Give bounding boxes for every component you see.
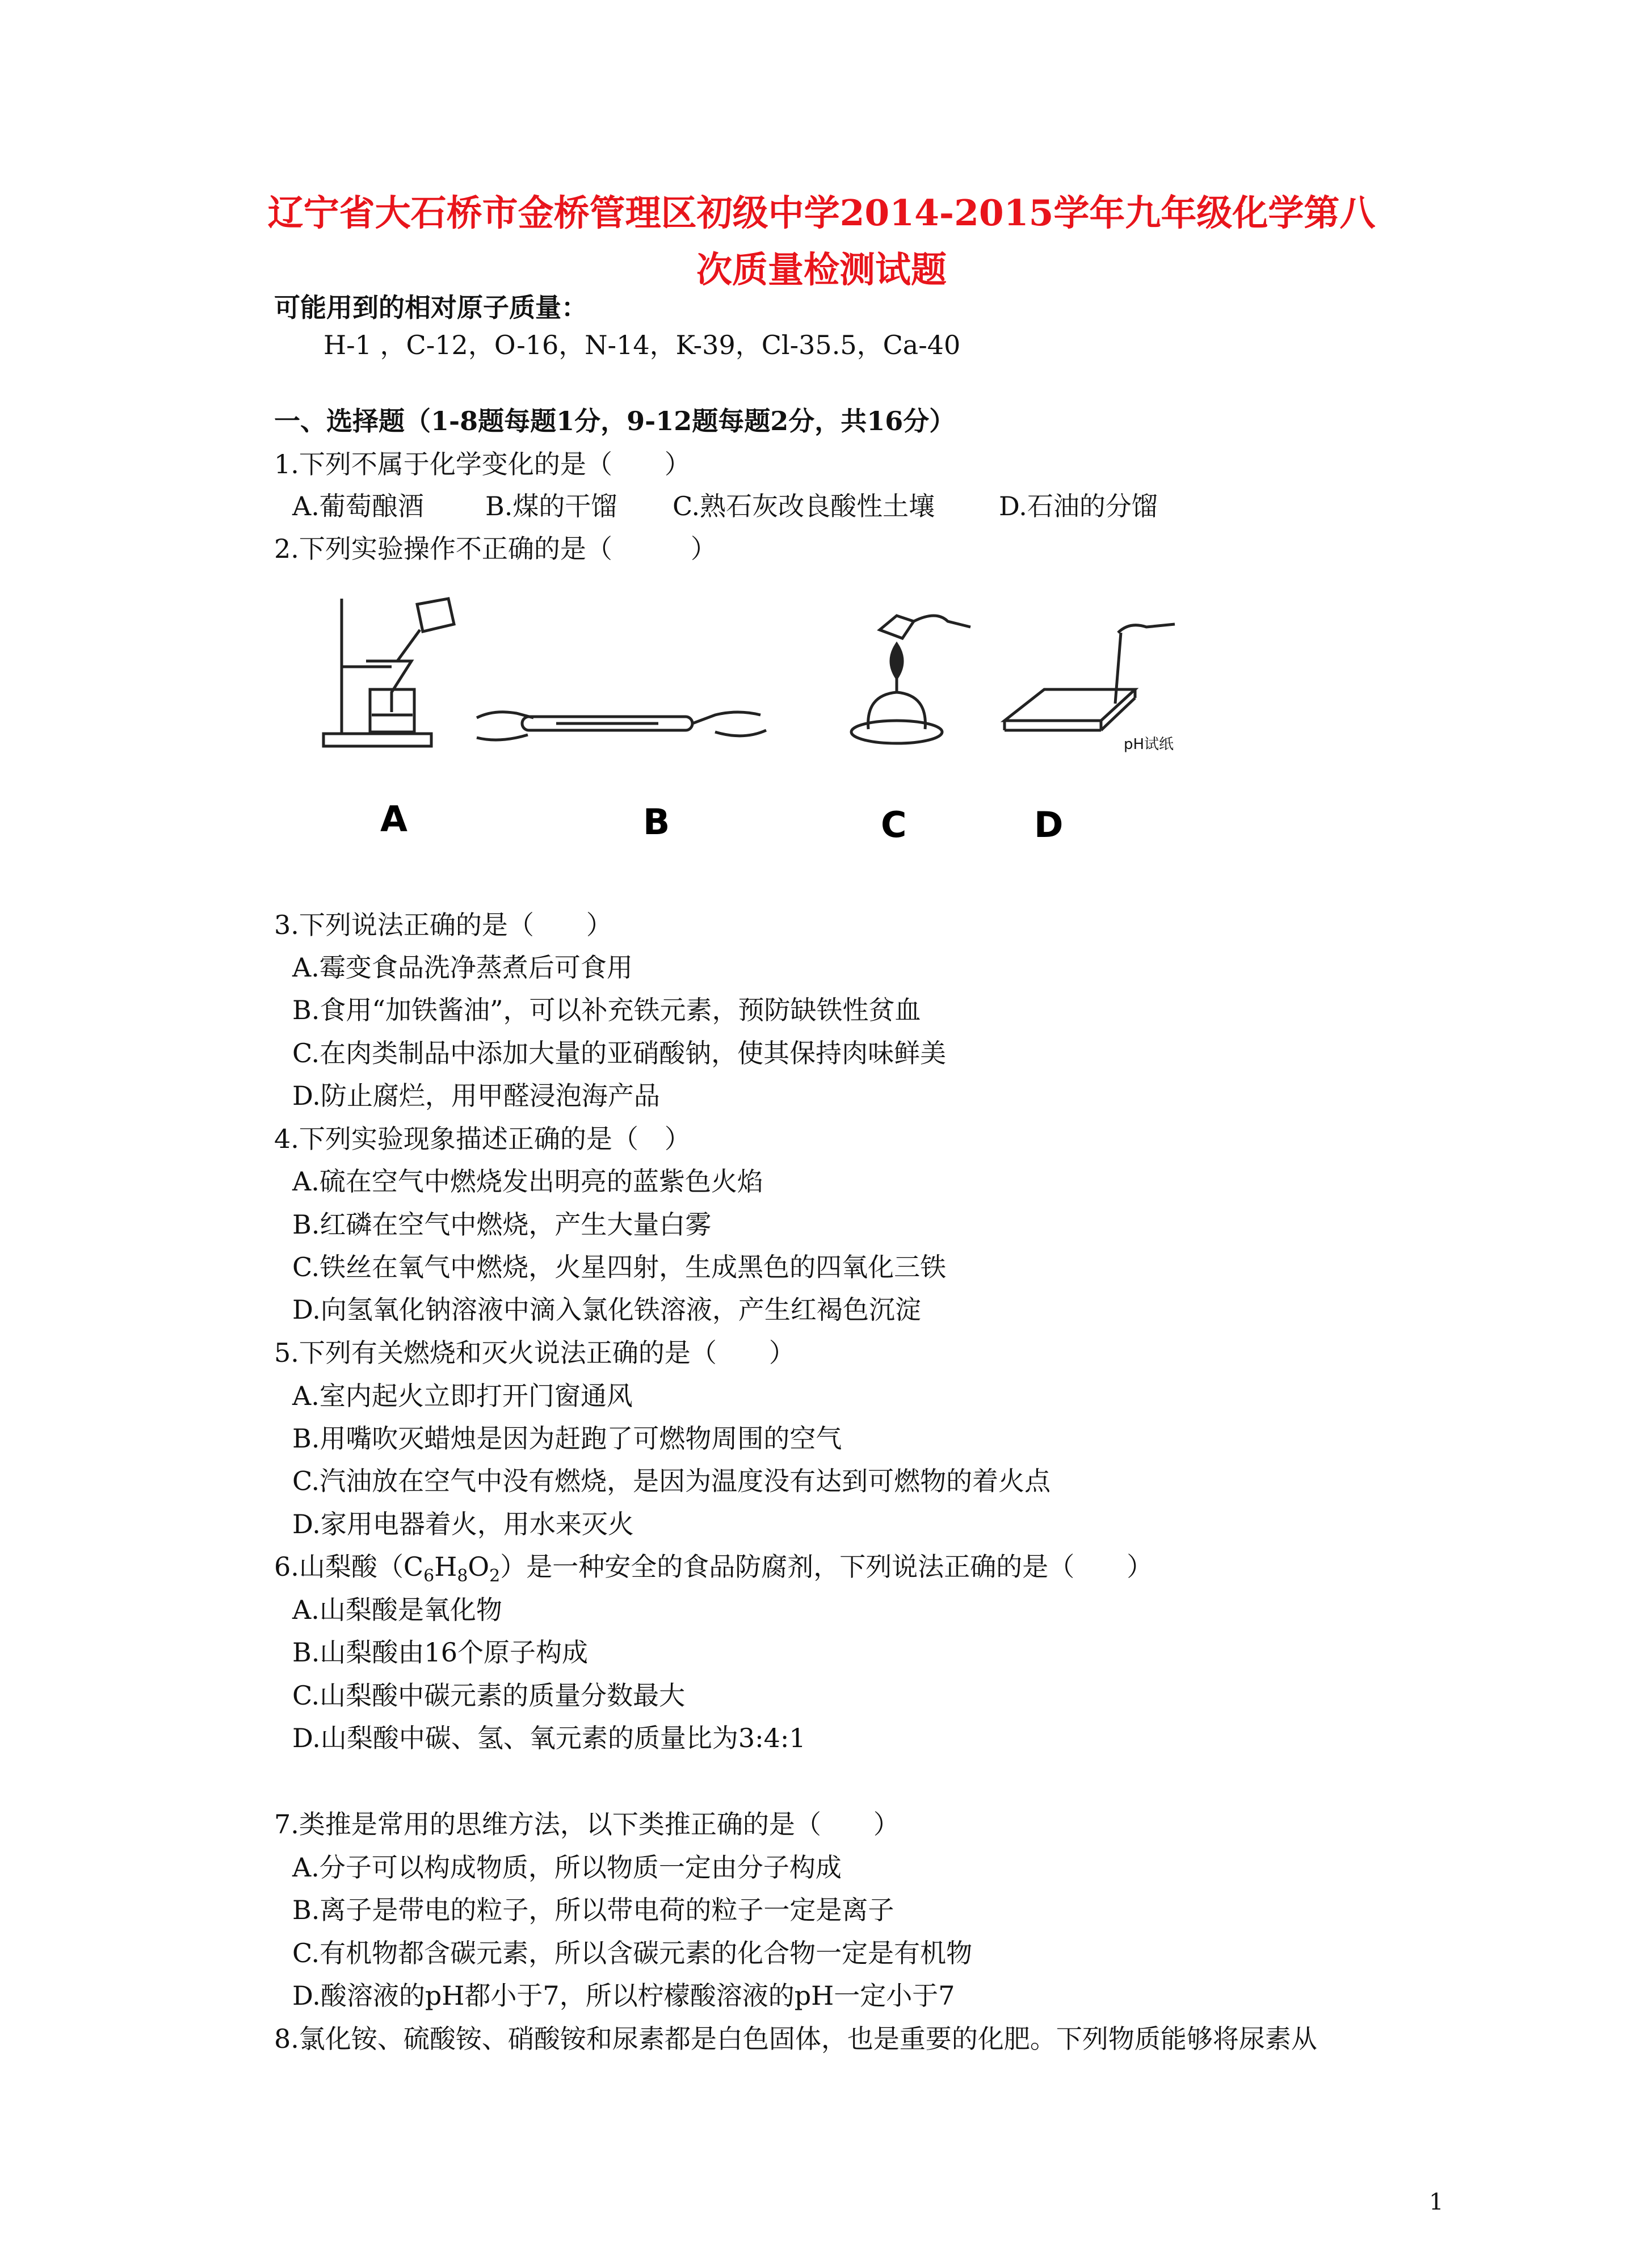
q7-option-d: D.酸溶液的pH都小于7，所以柠檬酸溶液的pH一定小于7 <box>292 1980 955 2011</box>
q6-stem-start: 6.山梨酸（C <box>274 1551 424 1582</box>
q6-formula-h: H <box>434 1551 457 1582</box>
figure-label-c: C <box>881 804 907 845</box>
q6-stem-end: ）是一种安全的食品防腐剂，下列说法正确的是（ ） <box>500 1551 1153 1582</box>
title-line-2: 次质量检测试题 <box>696 249 947 291</box>
page-number: 1 <box>1429 2189 1444 2215</box>
figure-label-b: B <box>643 801 670 843</box>
q5-option-b: B.用嘴吹灭蜡烛是因为赶跑了可燃物周围的空气 <box>292 1423 842 1454</box>
q6-option-a: A.山梨酸是氧化物 <box>292 1594 502 1625</box>
q2-stem: 2.下列实验操作不正确的是（ ） <box>274 533 717 564</box>
figure-label-a: A <box>380 798 407 840</box>
figure-a-filtration <box>323 599 454 746</box>
q6-option-d: D.山梨酸中碳、氢、氧元素的质量比为3:4:1 <box>292 1723 806 1753</box>
q4-option-c: C.铁丝在氧气中燃烧，火星四射，生成黑色的四氧化三铁 <box>292 1252 947 1282</box>
q4-stem: 4.下列实验现象描述正确的是（ ） <box>274 1124 691 1154</box>
q3-option-c: C.在肉类制品中添加大量的亚硝酸钠，使其保持肉味鲜美 <box>292 1038 947 1068</box>
q6-sub-c: 6 <box>423 1566 435 1587</box>
q3-option-b: B.食用“加铁酱油”，可以补充铁元素，预防缺铁性贫血 <box>292 995 921 1025</box>
q4-option-a: A.硫在空气中燃烧发出明亮的蓝紫色火焰 <box>292 1166 763 1197</box>
atomic-mass-label: 可能用到的相对原子质量： <box>274 292 587 323</box>
title-line-1: 辽宁省大石桥市金桥管理区初级中学2014-2015学年九年级化学第八 <box>267 192 1376 234</box>
q5-option-d: D.家用电器着火，用水来灭火 <box>292 1509 634 1539</box>
q5-stem: 5.下列有关燃烧和灭火说法正确的是（ ） <box>274 1337 795 1368</box>
q5-option-a: A.室内起火立即打开门窗通风 <box>292 1381 633 1411</box>
q6-option-c: C.山梨酸中碳元素的质量分数最大 <box>292 1680 686 1711</box>
document-title <box>204 184 1439 298</box>
q6-sub-h: 8 <box>457 1566 468 1587</box>
q6-sub-o: 2 <box>489 1566 501 1587</box>
q4-option-b: B.红磷在空气中燃烧，产生大量白雾 <box>292 1209 712 1240</box>
q1-stem: 1.下列不属于化学变化的是（ ） <box>274 449 691 479</box>
q3-stem: 3.下列说法正确的是（ ） <box>274 910 612 940</box>
q6-option-b: B.山梨酸由16个原子构成 <box>292 1637 588 1668</box>
q7-option-c: C.有机物都含碳元素，所以含碳元素的化合物一定是有机物 <box>292 1938 973 1968</box>
q1-option-d: D.石油的分馏 <box>999 491 1158 521</box>
q3-option-a: A.霉变食品洗净蒸煮后可食用 <box>292 952 633 983</box>
q1-option-c: C.熟石灰改良酸性土壤 <box>673 491 935 521</box>
q1-options <box>292 489 1158 523</box>
figure-b-test-tube-heating <box>477 712 766 740</box>
q8-stem: 8.氯化铵、硫酸铵、硝酸铵和尿素都是白色固体，也是重要的化肥。下列物质能够将尿素从 <box>274 2023 1317 2054</box>
atomic-mass-values: H-1 ，C-12，O-16，N-14，K-39，Cl-35.5，Ca-40 <box>323 330 961 360</box>
q6-formula-o: O <box>468 1551 490 1582</box>
q1-option-b: B.煤的干馏 <box>485 491 617 521</box>
section-1-heading: 一、选择题（1-8题每题1分，9-12题每题2分，共16分） <box>274 406 956 436</box>
q1-option-a: A.葡萄酿酒 <box>292 491 424 521</box>
q6-stem <box>274 1550 1153 1593</box>
q7-option-b: B.离子是带电的粒子，所以带电荷的粒子一定是离子 <box>292 1895 894 1925</box>
figure-label-d: D <box>1034 804 1064 845</box>
q5-option-c: C.汽油放在空气中没有燃烧，是因为温度没有达到可燃物的着火点 <box>292 1466 1051 1496</box>
q3-option-d: D.防止腐烂，用甲醛浸泡海产品 <box>292 1080 660 1111</box>
figure-c-alcohol-lamp <box>851 616 970 743</box>
q4-option-d: D.向氢氧化钠溶液中滴入氯化铁溶液，产生红褐色沉淀 <box>292 1294 921 1325</box>
ph-paper-label: pH试纸 <box>1124 736 1174 753</box>
figure-d-ph-paper <box>1005 624 1175 730</box>
q2-experiment-figure <box>306 582 1192 865</box>
q7-stem: 7.类推是常用的思维方法，以下类推正确的是（ ） <box>274 1809 900 1840</box>
q7-option-a: A.分子可以构成物质，所以物质一定由分子构成 <box>292 1852 842 1883</box>
